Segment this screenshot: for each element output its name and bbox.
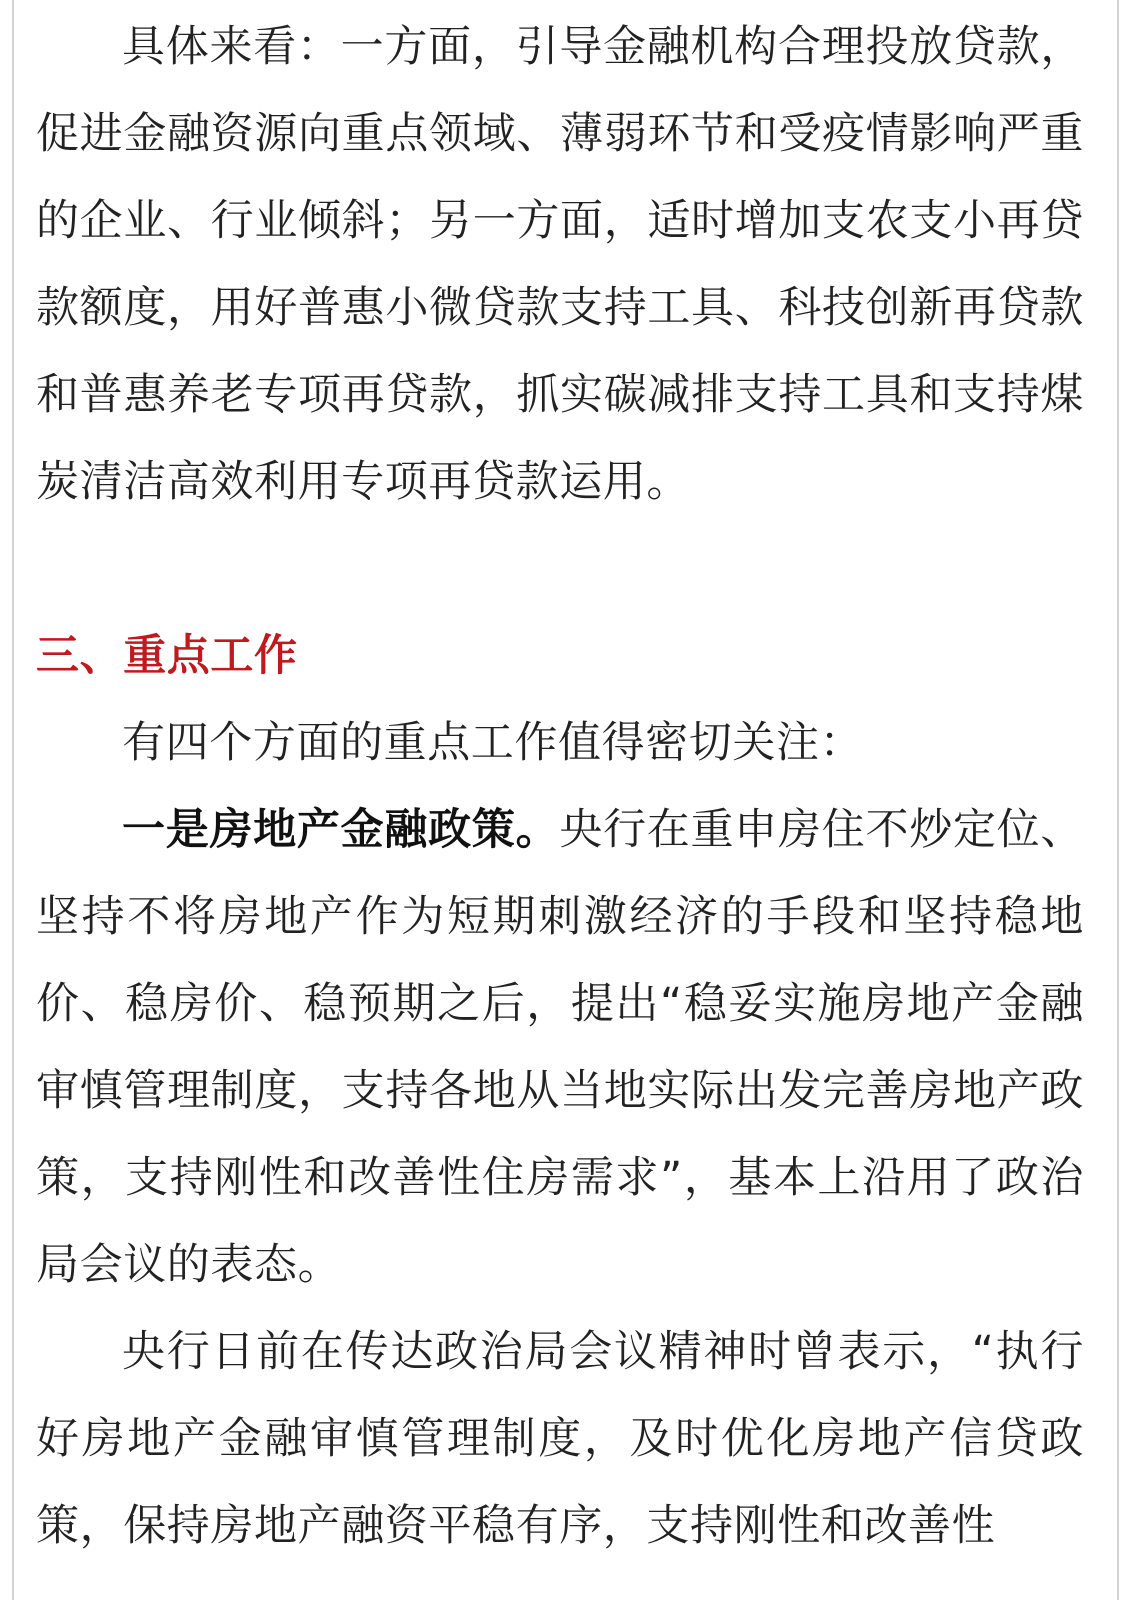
paragraph-real-estate-text: 央行在重申房住不炒定位、坚持不将房地产作为短期刺激经济的手段和坚持稳地价、稳房价、稳预期之后，提出“稳妥实施房地产金融审慎管理制度，支持各地从当地实际出发完善房地产政策，支持刚性和改善性住房需求”，基本上沿用了政治局会议的表态。 [36, 805, 1085, 1290]
document-page [12, 0, 1119, 1600]
paragraph-key-work-intro: 有四个方面的重点工作值得密切关注： [122, 718, 864, 768]
paragraph-real-estate-policy [36, 787, 1084, 1309]
section-heading: 三、重点工作 [36, 631, 298, 681]
paragraph-specifics: 具体来看：一方面，引导金融机构合理投放贷款，促进金融资源向重点领域、薄弱环节和受疫情影响严重的企业、行业倾斜；另一方面，适时增加支农支小再贷款额度，用好普惠小微贷款支持工具、科技创新再贷款和普惠养老专项再贷款，抓实碳减排支持工具和支持煤炭清洁高效利用专项再贷款运用。 [36, 22, 1084, 507]
document-content [36, 4, 1084, 1570]
paragraph-gap [36, 526, 1084, 613]
paragraph-central-bank-statement: 央行日前在传达政治局会议精神时曾表示，“执行好房地产金融审慎管理制度，及时优化房地产信贷政策，保持房地产融资平稳有序，支持刚性和改善性 [36, 1327, 1084, 1551]
paragraph-bold-lead: 一是房地产金融政策。 [122, 805, 560, 855]
